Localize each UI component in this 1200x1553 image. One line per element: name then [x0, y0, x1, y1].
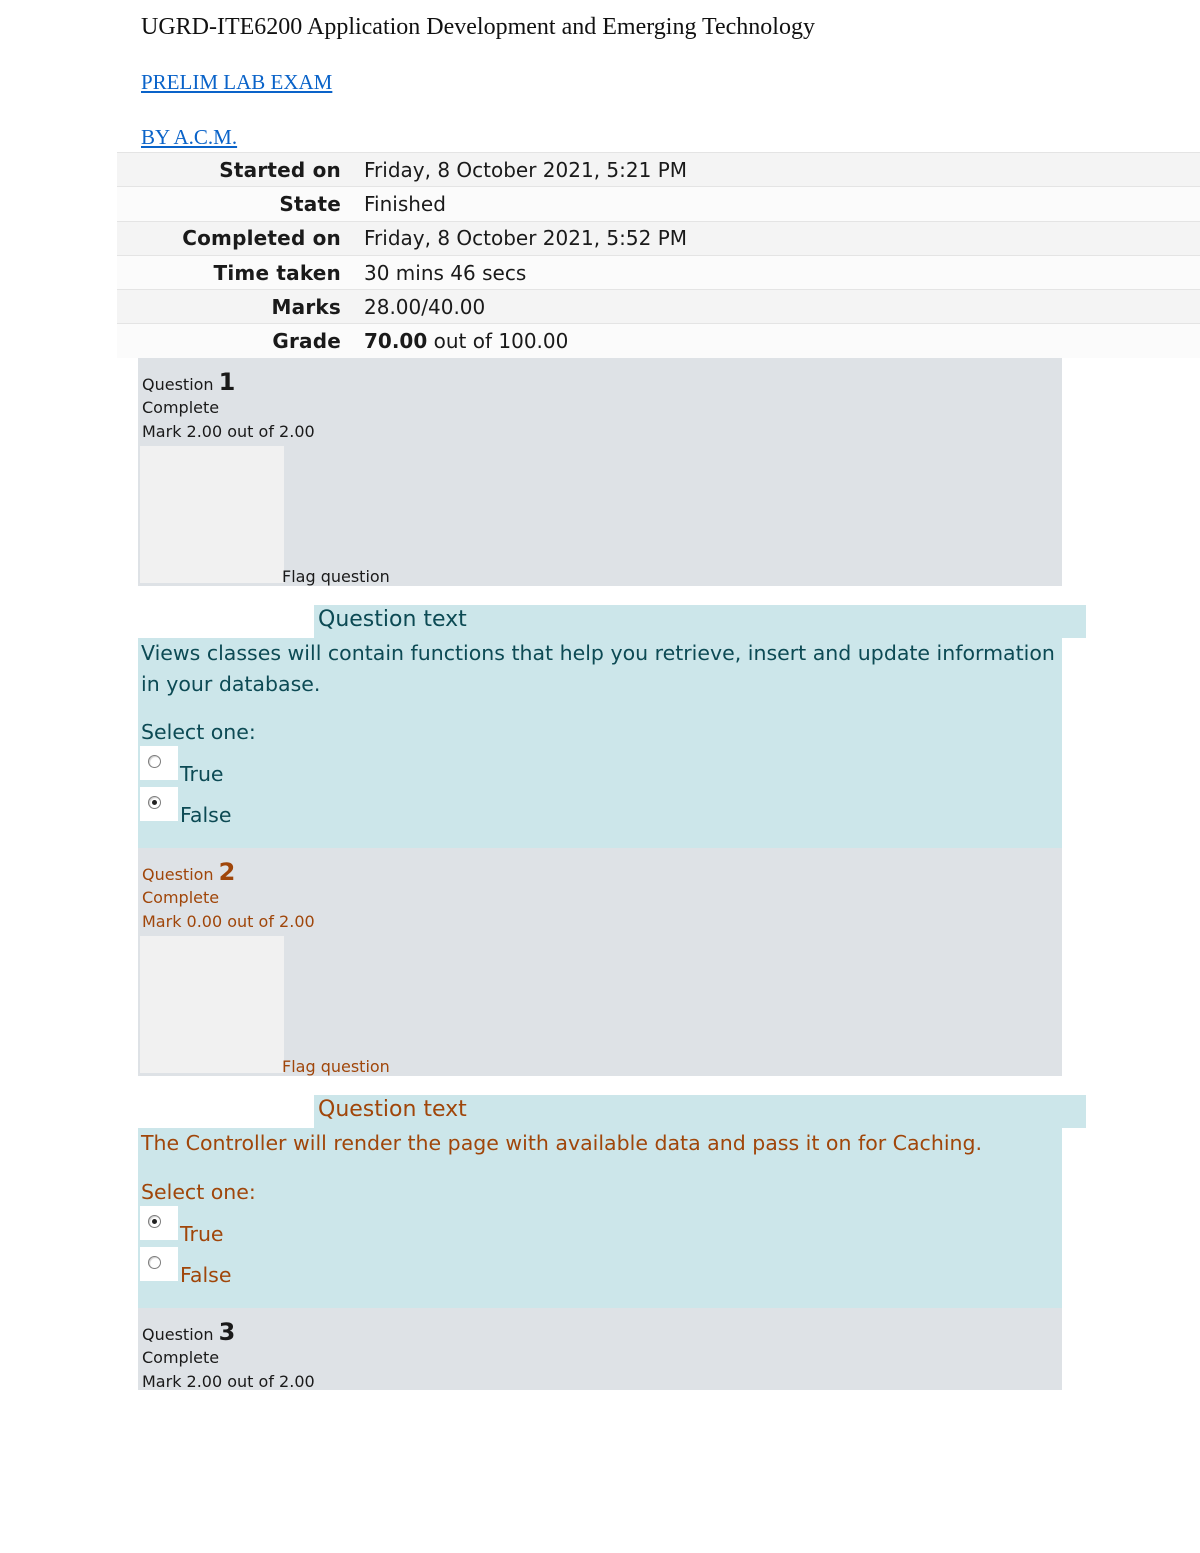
question-3-info [138, 1308, 1062, 1390]
question-grade: Mark 0.00 out of 2.00 [142, 912, 315, 931]
question-number: Question 2 [142, 858, 236, 886]
summary-value: 28.00/40.00 [353, 290, 1200, 324]
summary-value: Friday, 8 October 2021, 5:21 PM [353, 153, 1200, 187]
summary-row-time-taken [117, 255, 1200, 289]
option-false-label[interactable]: False [180, 1263, 232, 1287]
author-link[interactable]: BY A.C.M. [141, 125, 238, 149]
summary-value [353, 324, 1200, 358]
question-text: Views classes will contain functions that help you retrieve, insert and update information in your database. [141, 641, 1055, 696]
select-prompt: Select one: [141, 720, 256, 744]
question-1-content [138, 638, 1062, 848]
course-title: UGRD-ITE6200 Application Development and Emerging Technology [141, 14, 815, 40]
option-false-label[interactable]: False [180, 803, 232, 827]
exam-link[interactable]: PRELIM LAB EXAM [141, 70, 333, 94]
grade-suffix: out of 100.00 [433, 329, 569, 354]
attempt-summary-table [117, 152, 1200, 358]
summary-label: Time taken [117, 255, 353, 289]
radio-checked-icon [148, 796, 161, 809]
summary-row-completed [117, 221, 1200, 255]
question-text: The Controller will render the page with available data and pass it on for Caching. [141, 1131, 983, 1155]
question-2-info [138, 848, 1062, 1076]
question-1-text-heading: Question text [314, 605, 1086, 638]
summary-label: Completed on [117, 221, 353, 255]
option-false-radio[interactable] [140, 787, 178, 821]
summary-value: Friday, 8 October 2021, 5:52 PM [353, 221, 1200, 255]
option-true-radio[interactable] [140, 746, 178, 780]
summary-value: Finished [353, 187, 1200, 221]
question-state: Complete [142, 398, 220, 417]
flag-icon[interactable] [140, 936, 284, 1075]
grade-score: 70.00 [364, 329, 428, 354]
summary-label: Grade [117, 324, 353, 358]
question-grade: Mark 2.00 out of 2.00 [142, 1372, 315, 1391]
summary-label: Started on [117, 153, 353, 187]
question-2-content [138, 1128, 1062, 1308]
summary-row-marks [117, 290, 1200, 324]
summary-row-started [117, 153, 1200, 187]
question-number: Question 1 [142, 368, 236, 396]
question-1-info [138, 358, 1062, 586]
question-state: Complete [142, 1348, 220, 1367]
option-true-radio[interactable] [140, 1206, 178, 1240]
summary-row-grade [117, 324, 1200, 358]
summary-label: Marks [117, 290, 353, 324]
question-grade: Mark 2.00 out of 2.00 [142, 422, 315, 441]
question-2-text-heading: Question text [314, 1095, 1086, 1128]
option-true-label[interactable]: True [180, 762, 224, 786]
option-true-label[interactable]: True [180, 1222, 224, 1246]
flag-question-link[interactable]: Flag question [282, 1057, 390, 1076]
option-false-radio[interactable] [140, 1247, 178, 1281]
radio-unchecked-icon [148, 755, 161, 768]
question-number: Question 3 [142, 1318, 236, 1346]
flag-icon[interactable] [140, 446, 284, 585]
flag-question-link[interactable]: Flag question [282, 567, 390, 586]
summary-label: State [117, 187, 353, 221]
summary-value: 30 mins 46 secs [353, 255, 1200, 289]
select-prompt: Select one: [141, 1180, 256, 1204]
radio-unchecked-icon [148, 1256, 161, 1269]
radio-checked-icon [148, 1215, 161, 1228]
summary-row-state [117, 187, 1200, 221]
question-state: Complete [142, 888, 220, 907]
